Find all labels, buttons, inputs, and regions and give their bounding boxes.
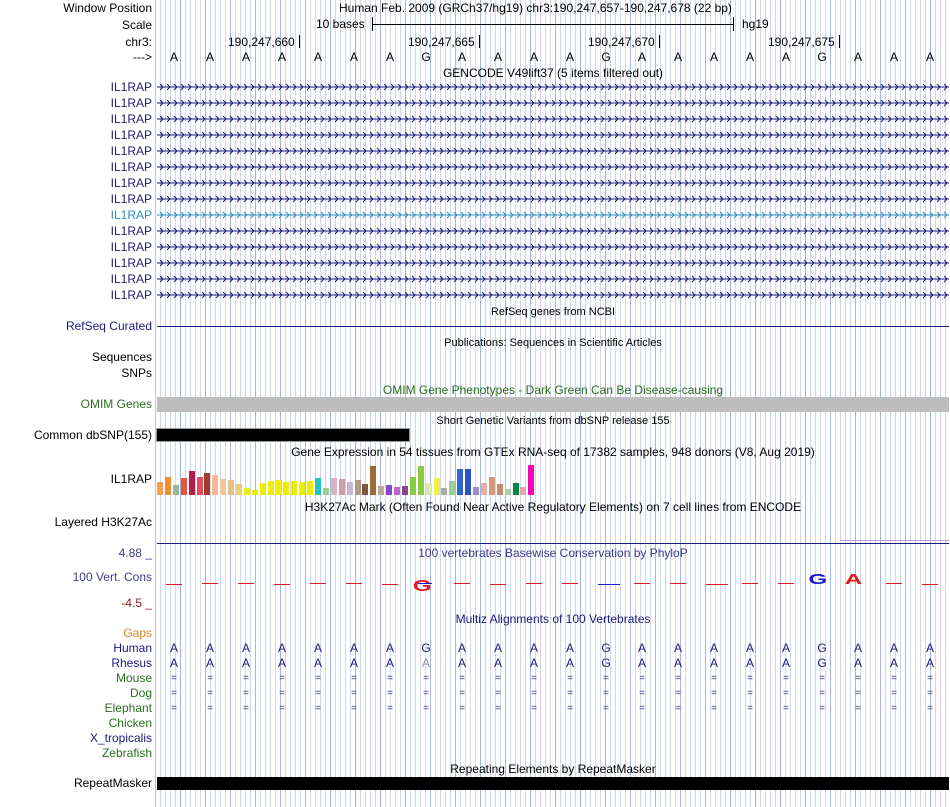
alignment-match-mark: = — [459, 703, 465, 714]
multiz-species-label[interactable]: Human — [113, 641, 152, 655]
rhesus-base: A — [493, 656, 502, 670]
human-base: A — [385, 641, 394, 655]
gtex-tissue-bar[interactable] — [378, 486, 384, 495]
human-base: A — [565, 641, 574, 655]
gtex-tissue-bar[interactable] — [197, 477, 203, 495]
alignment-match-mark: = — [495, 688, 501, 699]
gtex-tissue-bar[interactable] — [362, 484, 368, 495]
publications-snps-label[interactable]: SNPs — [121, 366, 152, 380]
position-tick-label: 190,247,660 — [228, 35, 295, 49]
alignment-match-mark: = — [639, 673, 645, 684]
gtex-tissue-bar[interactable] — [252, 490, 258, 495]
multiz-species-label[interactable]: Chicken — [108, 716, 152, 730]
position-tick — [659, 35, 660, 48]
multiz-species-label[interactable]: X_tropicalis — [89, 731, 152, 745]
gtex-tissue-bar[interactable] — [347, 482, 353, 495]
human-base: A — [169, 641, 178, 655]
gencode-transcript-label[interactable]: IL1RAP — [110, 112, 152, 126]
gtex-tissue-bar[interactable] — [441, 488, 447, 495]
scale-label[interactable]: Scale — [121, 18, 152, 32]
gtex-tissue-bar[interactable] — [513, 483, 519, 495]
rhesus-base: G — [601, 656, 611, 670]
phylop-score-mark — [382, 584, 398, 585]
gencode-transcript-line[interactable] — [157, 83, 949, 91]
publications-title: Publications: Sequences in Scientific Articles — [444, 337, 662, 349]
rhesus-base: A — [637, 656, 646, 670]
alignment-match-mark: = — [171, 688, 177, 699]
multiz-species-label[interactable]: Dog — [129, 686, 152, 700]
alignment-match-mark: = — [243, 688, 249, 699]
scale-assembly: hg19 — [742, 17, 769, 31]
position-tick — [479, 35, 480, 48]
human-base: A — [853, 641, 862, 655]
human-base: A — [529, 641, 538, 655]
phylop-score-mark — [418, 583, 432, 584]
gtex-tissue-bar[interactable] — [212, 475, 218, 495]
base-letter: A — [529, 50, 538, 64]
gtex-tissue-bar[interactable] — [244, 488, 250, 495]
refseq-line — [157, 326, 949, 327]
gtex-tissue-bar[interactable] — [173, 485, 179, 495]
base-letter: A — [349, 50, 358, 64]
human-base: A — [493, 641, 502, 655]
rhesus-base: A — [313, 656, 322, 670]
gencode-transcript-line[interactable] — [157, 275, 949, 283]
alignment-match-mark: = — [711, 688, 717, 699]
phylop-score-mark — [922, 584, 938, 585]
gtex-tissue-bar[interactable] — [323, 488, 329, 495]
omim-gene-bar[interactable] — [157, 397, 949, 412]
phylop-label[interactable]: 100 Vert. Cons — [72, 570, 152, 584]
gtex-tissue-bar[interactable] — [220, 479, 226, 495]
base-letter: A — [781, 50, 790, 64]
alignment-match-mark: = — [495, 673, 501, 684]
gtex-tissue-bar[interactable] — [449, 481, 455, 495]
alignment-match-mark: = — [891, 673, 897, 684]
gencode-transcript-label[interactable]: IL1RAP — [110, 80, 152, 94]
base-letter: A — [169, 50, 178, 64]
alignment-match-mark: = — [387, 688, 393, 699]
alignment-match-mark: = — [171, 673, 177, 684]
alignment-match-mark: = — [495, 703, 501, 714]
gencode-transcript-label[interactable]: IL1RAP — [110, 224, 152, 238]
gencode-transcript-line[interactable] — [157, 195, 949, 203]
rhesus-base: A — [709, 656, 718, 670]
gtex-tissue-bar[interactable] — [260, 483, 266, 495]
alignment-match-mark: = — [639, 688, 645, 699]
alignment-match-mark: = — [891, 688, 897, 699]
scale-bar-right-tick — [733, 17, 734, 31]
refseq-label[interactable]: RefSeq Curated — [65, 319, 152, 333]
rhesus-base: A — [349, 656, 358, 670]
human-base: A — [349, 641, 358, 655]
gaps-label[interactable]: Gaps — [123, 626, 152, 640]
gencode-title: GENCODE V49lift37 (5 items filtered out) — [442, 66, 664, 80]
base-letter: A — [457, 50, 466, 64]
alignment-match-mark: = — [747, 703, 753, 714]
phylop-score-mark — [526, 583, 542, 584]
base-letter: A — [925, 50, 934, 64]
alignment-match-mark: = — [675, 688, 681, 699]
human-base: A — [205, 641, 214, 655]
phylop-score-mark — [706, 584, 728, 585]
alignment-match-mark: = — [531, 673, 537, 684]
alignment-match-mark: = — [927, 688, 933, 699]
phylop-title: 100 vertebrates Basewise Conservation by PhyloP — [418, 546, 688, 560]
gtex-tissue-bar[interactable] — [204, 473, 210, 495]
base-letter: A — [889, 50, 898, 64]
human-base: A — [709, 641, 718, 655]
alignment-match-mark: = — [603, 703, 609, 714]
phylop-score-mark — [490, 584, 506, 585]
multiz-species-label[interactable]: Mouse — [115, 671, 152, 685]
rhesus-base: A — [205, 656, 214, 670]
gtex-tissue-bar[interactable] — [457, 469, 463, 495]
gtex-tissue-bar[interactable] — [505, 489, 511, 495]
rhesus-base: A — [277, 656, 286, 670]
alignment-match-mark: = — [459, 673, 465, 684]
alignment-match-mark: = — [279, 688, 285, 699]
gtex-tissue-bar[interactable] — [339, 479, 345, 495]
label-divider — [155, 0, 156, 807]
phylop-score-mark — [634, 583, 650, 584]
gtex-tissue-bar[interactable] — [331, 478, 337, 495]
alignment-match-mark: = — [567, 673, 573, 684]
gencode-transcript-label[interactable]: IL1RAP — [110, 176, 152, 190]
base-letter: A — [709, 50, 718, 64]
rhesus-base: A — [853, 656, 862, 670]
alignment-match-mark: = — [423, 673, 429, 684]
alignment-match-mark: = — [243, 673, 249, 684]
gtex-tissue-bar[interactable] — [276, 480, 282, 495]
phylop-score-mark — [742, 583, 758, 584]
alignment-match-mark: = — [639, 703, 645, 714]
human-base: A — [313, 641, 322, 655]
rhesus-base: A — [385, 656, 394, 670]
base-letter: A — [637, 50, 646, 64]
base-letter: A — [493, 50, 502, 64]
position-tick-label: 190,247,665 — [408, 35, 475, 49]
gencode-transcript-label[interactable]: IL1RAP — [110, 272, 152, 286]
rhesus-base: A — [925, 656, 934, 670]
alignment-match-mark: = — [711, 673, 717, 684]
alignment-match-mark: = — [855, 703, 861, 714]
gtex-tissue-bar[interactable] — [299, 482, 305, 495]
gencode-transcript-label[interactable]: IL1RAP — [110, 128, 152, 142]
rhesus-base: A — [673, 656, 682, 670]
gtex-tissue-bar[interactable] — [236, 484, 242, 495]
alignment-match-mark: = — [927, 673, 933, 684]
alignment-match-mark: = — [603, 673, 609, 684]
scale-bar — [372, 24, 734, 25]
human-base: A — [457, 641, 466, 655]
gencode-transcript-label[interactable]: IL1RAP — [110, 160, 152, 174]
alignment-match-mark: = — [819, 673, 825, 684]
gencode-transcript-line[interactable] — [157, 99, 949, 107]
phylop-score-mark — [274, 584, 290, 585]
omim-label[interactable]: OMIM Genes — [80, 397, 152, 411]
gtex-tissue-bar[interactable] — [386, 485, 392, 495]
gtex-tissue-bar[interactable] — [370, 466, 376, 495]
gtex-tissue-bar[interactable] — [315, 478, 321, 495]
alignment-match-mark: = — [675, 703, 681, 714]
gtex-label[interactable]: IL1RAP — [110, 472, 152, 486]
gtex-tissue-bar[interactable] — [520, 487, 526, 495]
alignment-match-mark: = — [567, 688, 573, 699]
dbsnp-title: Short Genetic Variants from dbSNP release 155 — [436, 415, 670, 427]
phylop-top-value: 4.88 _ — [118, 546, 152, 560]
gtex-tissue-bar[interactable] — [157, 482, 163, 495]
gencode-transcript-line[interactable] — [157, 131, 949, 139]
rhesus-base: A — [745, 656, 754, 670]
alignment-match-mark: = — [531, 703, 537, 714]
gencode-transcript-label[interactable]: IL1RAP — [110, 288, 152, 302]
alignment-match-mark: = — [279, 673, 285, 684]
position-tick — [299, 35, 300, 48]
alignment-match-mark: = — [207, 673, 213, 684]
alignment-match-mark: = — [351, 673, 357, 684]
gencode-transcript-label[interactable]: IL1RAP — [110, 240, 152, 254]
repeatmasker-bar[interactable] — [157, 777, 949, 790]
gtex-tissue-bar[interactable] — [228, 480, 234, 495]
refseq-title: RefSeq genes from NCBI — [490, 306, 616, 318]
gtex-tissue-bar[interactable] — [355, 480, 361, 495]
gencode-transcript-line[interactable] — [157, 163, 949, 171]
alignment-match-mark: = — [711, 703, 717, 714]
alignment-match-mark: = — [675, 673, 681, 684]
alignment-match-mark: = — [423, 703, 429, 714]
multiz-species-label[interactable]: Rhesus — [111, 656, 152, 670]
alignment-match-mark: = — [243, 703, 249, 714]
alignment-match-mark: = — [207, 688, 213, 699]
chrom-label[interactable]: chr3: — [125, 35, 152, 49]
base-letter: G — [421, 50, 431, 64]
alignment-match-mark: = — [567, 703, 573, 714]
gtex-tissue-bar[interactable] — [410, 477, 416, 495]
human-base: A — [889, 641, 898, 655]
gtex-tissue-bar[interactable] — [307, 481, 313, 495]
rhesus-base: A — [529, 656, 538, 670]
base-letter: A — [673, 50, 682, 64]
base-letter: A — [385, 50, 394, 64]
alignment-match-mark: = — [351, 688, 357, 699]
gtex-tissue-bar[interactable] — [189, 471, 195, 495]
repeatmasker-label[interactable]: RepeatMasker — [73, 776, 152, 790]
gtex-tissue-bar[interactable] — [497, 484, 503, 495]
alignment-match-mark: = — [783, 703, 789, 714]
alignment-match-mark: = — [423, 688, 429, 699]
rhesus-base: A — [781, 656, 790, 670]
alignment-match-mark: = — [747, 688, 753, 699]
gtex-tissue-bar[interactable] — [473, 487, 479, 495]
gtex-tissue-bar[interactable] — [418, 466, 424, 495]
alignment-match-mark: = — [171, 703, 177, 714]
h3k27ac-signal — [840, 540, 949, 541]
h3k27ac-label[interactable]: Layered H3K27Ac — [54, 515, 152, 529]
human-base: A — [673, 641, 682, 655]
phylop-score-mark — [598, 584, 620, 585]
rhesus-base: A — [457, 656, 466, 670]
gtex-tissue-bar[interactable] — [481, 483, 487, 495]
phylop-score-mark — [346, 583, 362, 584]
base-letter: A — [313, 50, 322, 64]
gtex-tissue-bar[interactable] — [402, 486, 408, 495]
phylop-score-mark — [238, 583, 254, 584]
gtex-tissue-bar[interactable] — [426, 483, 432, 495]
phylop-conserved-letter: A — [844, 571, 863, 588]
alignment-match-mark: = — [855, 673, 861, 684]
human-base: A — [781, 641, 790, 655]
alignment-match-mark: = — [315, 703, 321, 714]
phylop-score-mark — [562, 583, 578, 584]
gencode-transcript-label[interactable]: IL1RAP — [110, 256, 152, 270]
alignment-match-mark: = — [315, 673, 321, 684]
base-letter: A — [241, 50, 250, 64]
rhesus-base: A — [241, 656, 250, 670]
rhesus-base: A — [565, 656, 574, 670]
dbsnp-variant-bar[interactable] — [157, 429, 409, 441]
gtex-tissue-bar[interactable] — [268, 481, 274, 495]
gencode-transcript-label[interactable]: IL1RAP — [110, 192, 152, 206]
alignment-match-mark: = — [819, 703, 825, 714]
dbsnp-label[interactable]: Common dbSNP(155) — [33, 428, 152, 442]
gencode-transcript-label[interactable]: IL1RAP — [110, 144, 152, 158]
gencode-transcript-line[interactable] — [157, 115, 949, 123]
position-tick-label: 190,247,670 — [588, 35, 655, 49]
repeatmasker-title: Repeating Elements by RepeatMasker — [450, 762, 656, 776]
alignment-match-mark: = — [279, 703, 285, 714]
human-base: A — [745, 641, 754, 655]
alignment-match-mark: = — [531, 688, 537, 699]
human-base: A — [637, 641, 646, 655]
multiz-title: Multiz Alignments of 100 Vertebrates — [455, 612, 651, 626]
human-base: A — [277, 641, 286, 655]
rhesus-base: A — [169, 656, 178, 670]
gencode-transcript-line[interactable] — [157, 243, 949, 251]
phylop-score-mark — [202, 583, 218, 584]
base-letter: A — [745, 50, 754, 64]
base-letter: G — [601, 50, 611, 64]
position-tick — [839, 35, 840, 48]
gencode-transcript-label[interactable]: IL1RAP — [110, 208, 152, 222]
gtex-tissue-bar[interactable] — [465, 469, 471, 495]
alignment-match-mark: = — [459, 688, 465, 699]
gtex-tissue-bar[interactable] — [165, 477, 171, 495]
gtex-tissue-bar[interactable] — [394, 487, 400, 495]
base-letter: A — [853, 50, 862, 64]
publications-sequences-label[interactable]: Sequences — [91, 350, 152, 364]
scale-bar-left-tick — [372, 17, 373, 31]
phylop-score-mark — [886, 583, 902, 584]
gtex-tissue-bar[interactable] — [489, 477, 495, 495]
multiz-species-label[interactable]: Zebrafish — [101, 746, 152, 760]
h3k27ac-title: H3K27Ac Mark (Often Found Near Active Regulatory Elements) on 7 cell lines from ENCODE — [304, 500, 802, 514]
gtex-tissue-bar[interactable] — [181, 478, 187, 495]
strand-label[interactable]: ---> — [133, 50, 152, 64]
window-position-label[interactable]: Window Position — [63, 1, 152, 15]
gencode-transcript-line[interactable] — [157, 227, 949, 235]
assembly-title: Human Feb. 2009 (GRCh37/hg19) chr3:190,247,657-190,247,678 (22 bp) — [339, 1, 732, 15]
base-letter: G — [817, 50, 827, 64]
alignment-match-mark: = — [387, 673, 393, 684]
alignment-match-mark: = — [927, 703, 933, 714]
base-letter: A — [205, 50, 214, 64]
rhesus-base: A — [421, 656, 430, 670]
phylop-score-mark — [778, 583, 794, 584]
alignment-match-mark: = — [855, 688, 861, 699]
gtex-tissue-bar[interactable] — [434, 478, 440, 495]
phylop-score-mark — [166, 584, 182, 585]
gtex-tissue-bar[interactable] — [291, 481, 297, 495]
phylop-score-mark — [454, 583, 470, 584]
phylop-score-mark — [310, 583, 326, 584]
h3k27ac-baseline — [157, 543, 949, 544]
alignment-match-mark: = — [387, 703, 393, 714]
omim-title: OMIM Gene Phenotypes - Dark Green Can Be Disease-causing — [382, 383, 724, 397]
gencode-transcript-line[interactable] — [157, 147, 949, 155]
human-base: A — [241, 641, 250, 655]
alignment-match-mark: = — [747, 673, 753, 684]
alignment-match-mark: = — [207, 703, 213, 714]
alignment-match-mark: = — [783, 673, 789, 684]
alignment-match-mark: = — [783, 688, 789, 699]
gencode-transcript-line[interactable] — [157, 211, 949, 219]
rhesus-base: G — [817, 656, 827, 670]
phylop-score-mark — [670, 583, 686, 584]
human-base: G — [601, 641, 611, 655]
position-tick-label: 190,247,675 — [768, 35, 835, 49]
phylop-negative-letter: G — [412, 578, 432, 595]
base-letter: A — [565, 50, 574, 64]
gtex-expression-chart[interactable] — [157, 463, 557, 495]
rhesus-base: A — [889, 656, 898, 670]
phylop-bottom-value: -4.5 _ — [121, 596, 152, 610]
alignment-match-mark: = — [351, 703, 357, 714]
human-base: G — [421, 641, 431, 655]
gtex-tissue-bar[interactable] — [283, 482, 289, 495]
gencode-transcript-line[interactable] — [157, 179, 949, 187]
alignment-match-mark: = — [891, 703, 897, 714]
gtex-title: Gene Expression in 54 tissues from GTEx RNA-seq of 17382 samples, 948 donors (V8, Aug 2019) — [291, 445, 815, 459]
multiz-species-label[interactable]: Elephant — [104, 701, 152, 715]
human-base: A — [925, 641, 934, 655]
base-letter: A — [277, 50, 286, 64]
human-base: G — [817, 641, 827, 655]
scale-text: 10 bases — [316, 17, 365, 31]
gtex-tissue-bar[interactable] — [528, 465, 534, 495]
phylop-conserved-letter: G — [808, 571, 828, 588]
alignment-match-mark: = — [603, 688, 609, 699]
gencode-transcript-line[interactable] — [157, 291, 949, 299]
gencode-transcript-line[interactable] — [157, 259, 949, 267]
alignment-match-mark: = — [819, 688, 825, 699]
alignment-match-mark: = — [315, 688, 321, 699]
gencode-transcript-label[interactable]: IL1RAP — [110, 96, 152, 110]
